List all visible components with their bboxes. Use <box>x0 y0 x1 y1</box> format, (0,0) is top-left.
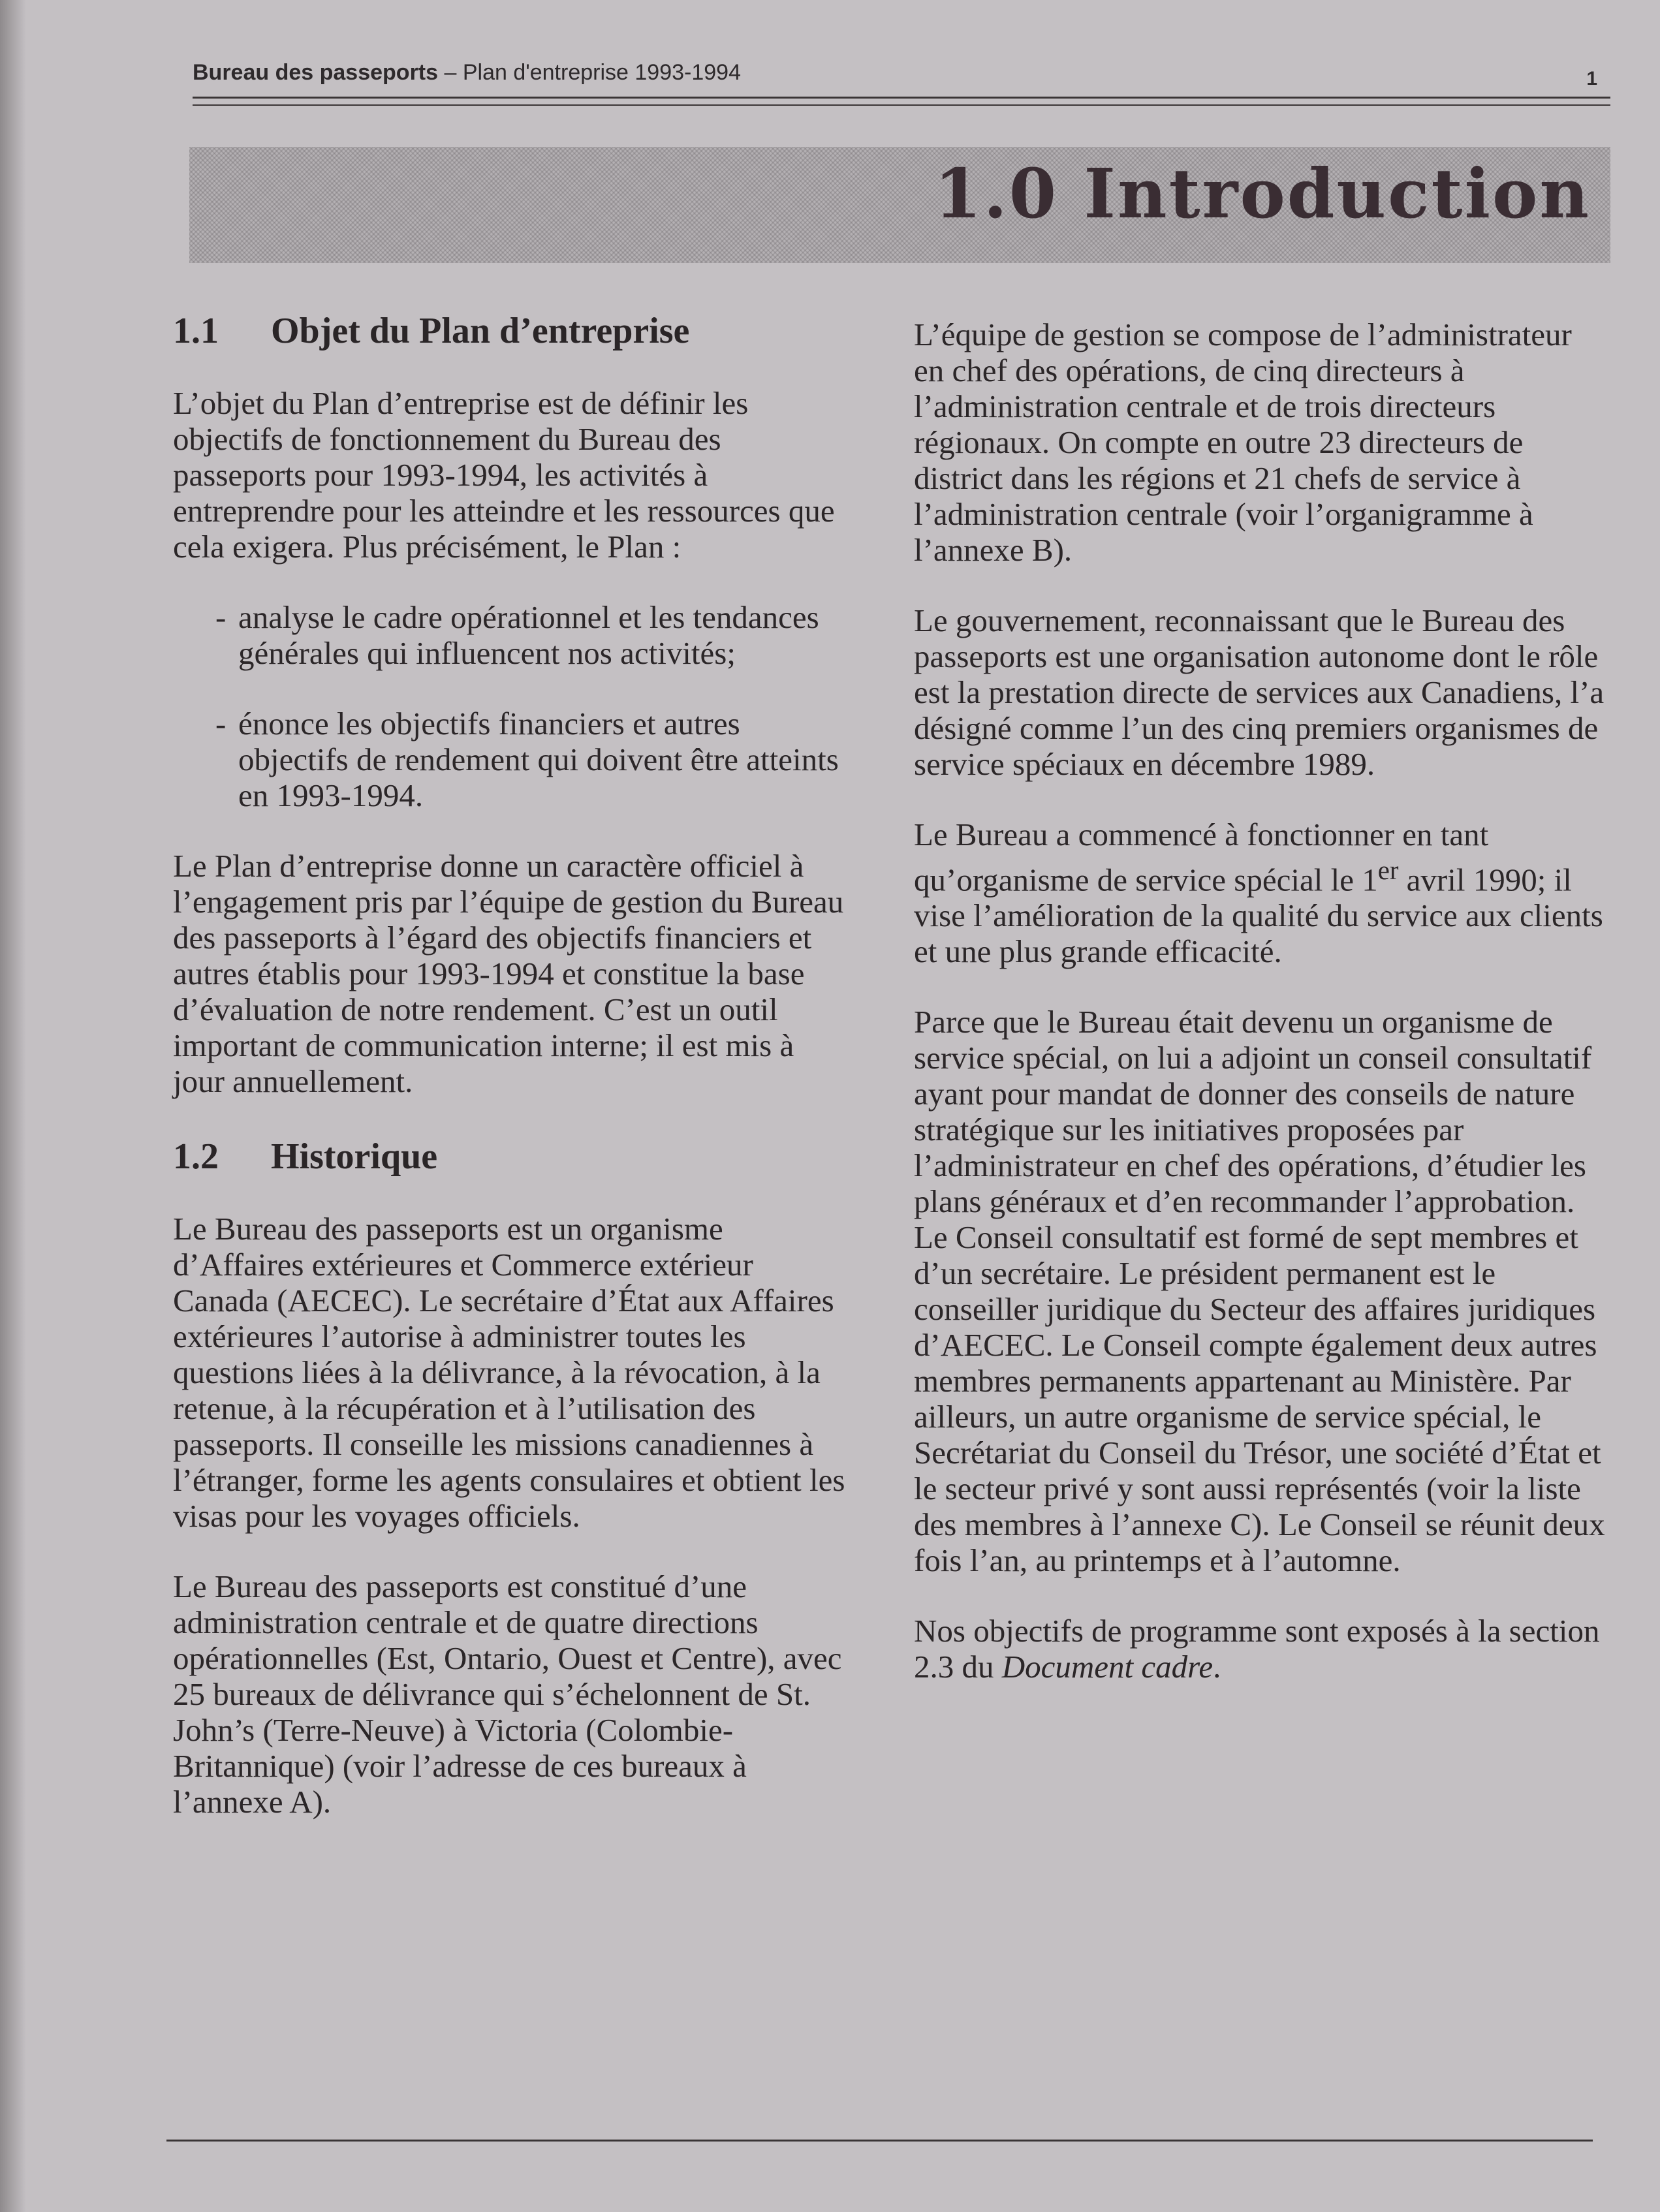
section-heading-1-2 <box>173 1134 852 1179</box>
section-heading-1-1 <box>173 308 852 354</box>
paragraph: Le Bureau des passeports est constitué d’une administration centrale et de quatre directions opérationnelles (Est, Ontario, Ouest et Centre), avec 25 bureaux de délivrance qui s’échelonnent de St. John’s (Terre-Neuve) à Victoria (Colombie-Britannique) (voir l’adresse de ces bureaux à l’annexe A). <box>173 1568 842 1820</box>
text-run: Le Bureau a commencé à fonctionner en tant qu’organisme de service spécial le 1 <box>914 817 1489 898</box>
paragraph: Le Plan d’entreprise donne un caractère officiel à l’engagement pris par l’équipe de gestion du Bureau des passeports à l’égard des objectifs financiers et autres établis pour 1993-1994 et constitue la base d’évaluation de notre rendement. C’est un outil important de communication interne; il est mis à jour annuellement. <box>173 848 844 1099</box>
section-number: 1.1 <box>173 311 219 351</box>
page-edge-shadow <box>0 0 26 2212</box>
header-title <box>193 60 741 86</box>
paragraph-with-date <box>914 817 1609 969</box>
paragraph: Le gouvernement, reconnaissant que le Bureau des passeports est une organisation autonome dont le rôle est la prestation directe de services aux Canadiens, l’a désigné comme l’un des cinq premiers organismes de service spéciaux en décembre 1989. <box>914 602 1605 782</box>
page-title: 1.0 Introduction <box>934 153 1591 234</box>
paragraph: Le Bureau des passeports est un organisme d’Affaires extérieures et Commerce extérieur Canada (AECEC). Le secrétaire d’État aux Affaires extérieures l’autorise à administrer toutes les questions liées à la délivrance, à la révocation, à la retenue, à la récupération et à l’utilisation des passeports. Il conseille les missions canadiennes à l’étranger, forme les agents consulaires et obtient les visas pour les voyages officiels. <box>173 1211 845 1534</box>
bullet-marker: - <box>215 599 227 635</box>
paragraph: Parce que le Bureau était devenu un organisme de service spécial, on lui a adjoint un conseil consultatif ayant pour mandat de donner des conseils de nature stratégique sur les initiatives proposées par l’administrateur en chef des opérations, d’étudier les plans généraux et d’en recommander l’approbation. Le Conseil consultatif est formé de sept membres et d’un secrétaire. Le président permanent est le conseiller juridique du Secteur des affaires juridiques d’AECEC. Le Conseil compte également deux autres membres permanents appartenant au Ministère. Par ailleurs, un autre organisme de service spécial, le Secrétariat du Conseil du Trésor, une société d’État et le secteur privé y sont aussi représentés (voir la liste des membres à l’annexe C). Le Conseil se réunit deux fois l’an, au printemps et à l’automne. <box>914 1004 1605 1579</box>
bullet-text: énonce les objectifs financiers et autres objectifs de rendement qui doivent être atteints en 1993-1994. <box>238 706 839 813</box>
title-band <box>189 147 1610 263</box>
left-column <box>173 308 852 1854</box>
header-rule-secondary <box>193 104 1610 106</box>
paragraph-with-reference <box>914 1613 1609 1685</box>
section-title: Objet du Plan d’entreprise <box>271 311 690 351</box>
running-header <box>193 60 1610 99</box>
footer-rule <box>166 2140 1593 2142</box>
paragraph: L’équipe de gestion se compose de l’administrateur en chef des opérations, de cinq directeurs à l’administration centrale et de trois directeurs régionaux. On compte en outre 23 directeurs de district dans les régions et 21 chefs de service à l’administration centrale (voir l’organigramme à l’annexe B). <box>914 317 1572 568</box>
bullet-item <box>173 706 852 813</box>
header-bureau: Bureau des passeports <box>193 60 439 85</box>
bullet-marker: - <box>215 706 227 741</box>
text-run: Nos objectifs de programme sont exposés à la section 2.3 du <box>914 1613 1600 1685</box>
page-number: 1 <box>1586 68 1597 89</box>
section-number: 1.2 <box>173 1136 219 1177</box>
document-reference: Document cadre <box>1001 1649 1214 1685</box>
bullet-text: analyse le cadre opérationnel et les tendances générales qui influencent nos activités; <box>238 599 819 671</box>
header-rule <box>193 97 1610 99</box>
header-separator: – <box>438 60 463 85</box>
header-plan: Plan d'entreprise 1993-1994 <box>462 60 741 85</box>
bullet-list <box>173 599 852 813</box>
ordinal-superscript: er <box>1377 856 1399 885</box>
paragraph: L’objet du Plan d’entreprise est de définir les objectifs de fonctionnement du Bureau des passeports pour 1993-1994, les activités à entreprendre pour les atteindre et les ressources que cela exigera. Plus précisément, le Plan : <box>173 385 835 565</box>
text-run: . <box>1213 1649 1221 1685</box>
section-title: Historique <box>271 1136 438 1177</box>
text-run: avril 1990; il vise l’amélioration de la qualité du service aux clients et une plus grande efficacité. <box>914 862 1603 970</box>
bullet-item <box>173 599 852 671</box>
right-column <box>914 317 1609 1719</box>
